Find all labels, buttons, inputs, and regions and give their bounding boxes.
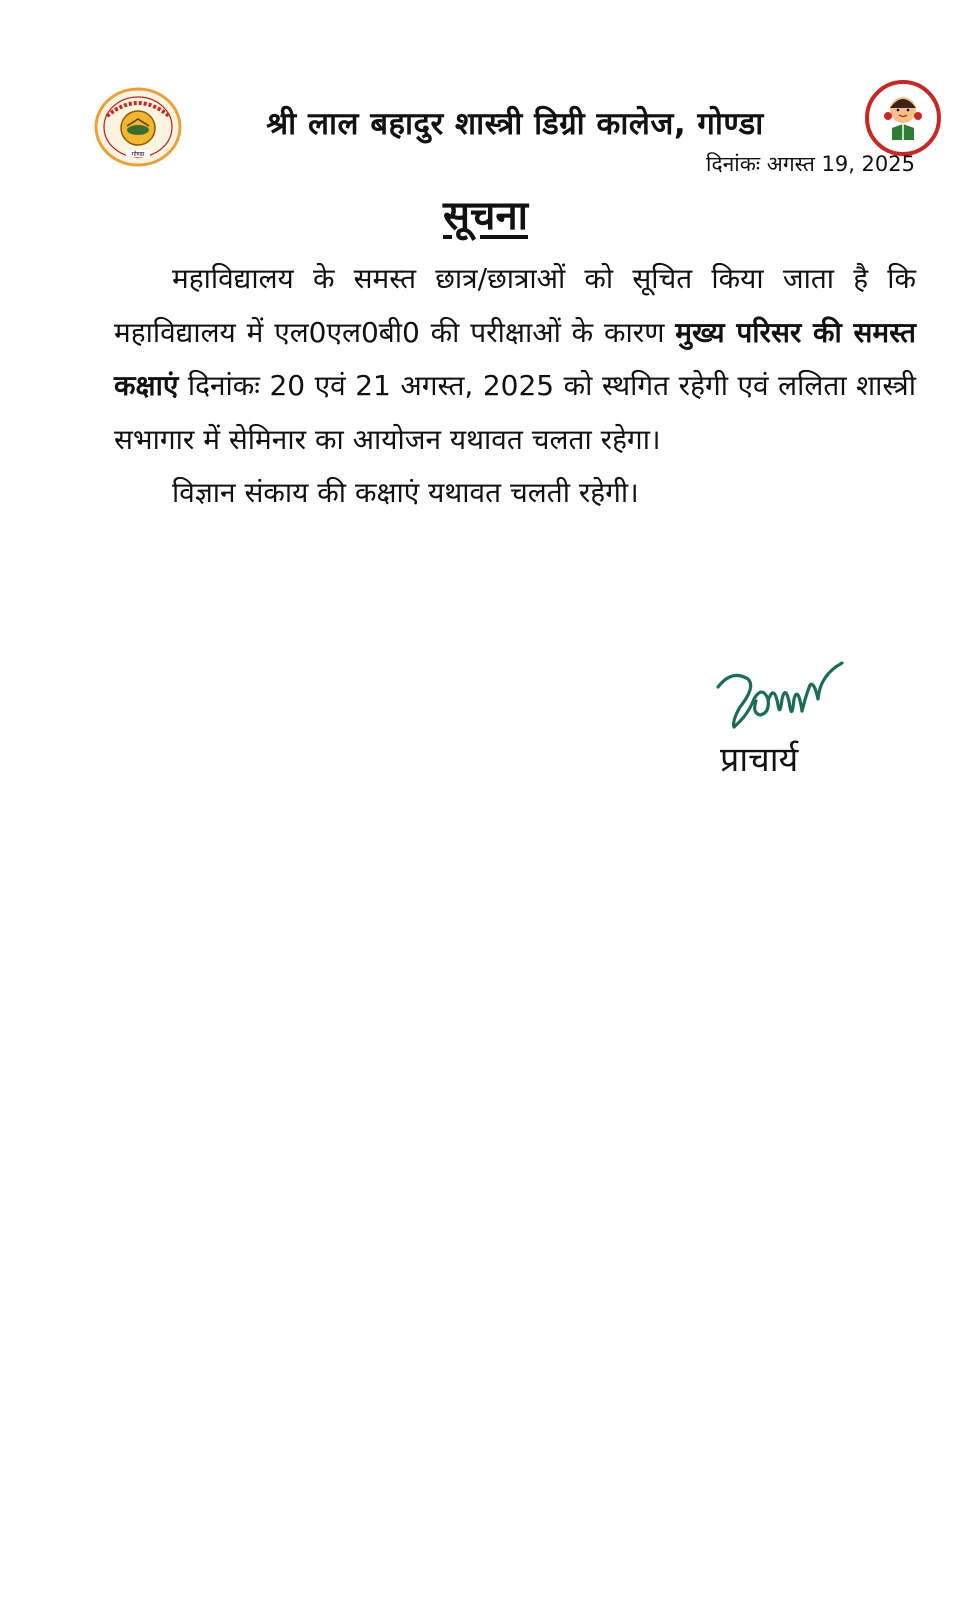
paragraph-1-text-b: दिनांकः 20 एवं 21 अगस्त, 2025 को स्थगित रहेगी एवं ललिता शास्त्री सभागार में सेमिनार का आयोजन यथावत चलता रहेगा।: [114, 369, 917, 456]
college-name: श्री लाल बहादुर शास्त्री डिग्री कालेज, गोण्डा: [266, 106, 764, 142]
signatory-designation: प्राचार्य: [720, 740, 799, 780]
notice-date: [706, 150, 915, 178]
paragraph-1-bold-text: मुख्य परिसर की समस्त कक्षाएं: [114, 315, 916, 402]
notice-paragraph-1: [114, 252, 916, 466]
letterhead: [0, 0, 971, 190]
handwritten-signature-icon: [710, 655, 850, 745]
college-seal-icon: [93, 86, 183, 168]
date-label: दिनांकः: [706, 152, 761, 176]
notice-title: सूचना: [443, 193, 528, 239]
date-value: अगस्त 19, 2025: [766, 152, 915, 176]
notice-body: [114, 252, 916, 520]
svg-text:गोण्डा: गोण्डा: [131, 151, 145, 158]
beti-bachao-beti-padhao-icon: [861, 80, 945, 156]
paragraph-1-text-a: महाविद्यालय के समस्त छात्र/छात्राओं को सूचित किया जाता है कि महाविद्यालय में एल0एल0बी0 की परीक्षाओं के कारण: [114, 262, 916, 349]
notice-paragraph-2: विज्ञान संकाय की कक्षाएं यथावत चलती रहेगी।: [172, 476, 639, 509]
